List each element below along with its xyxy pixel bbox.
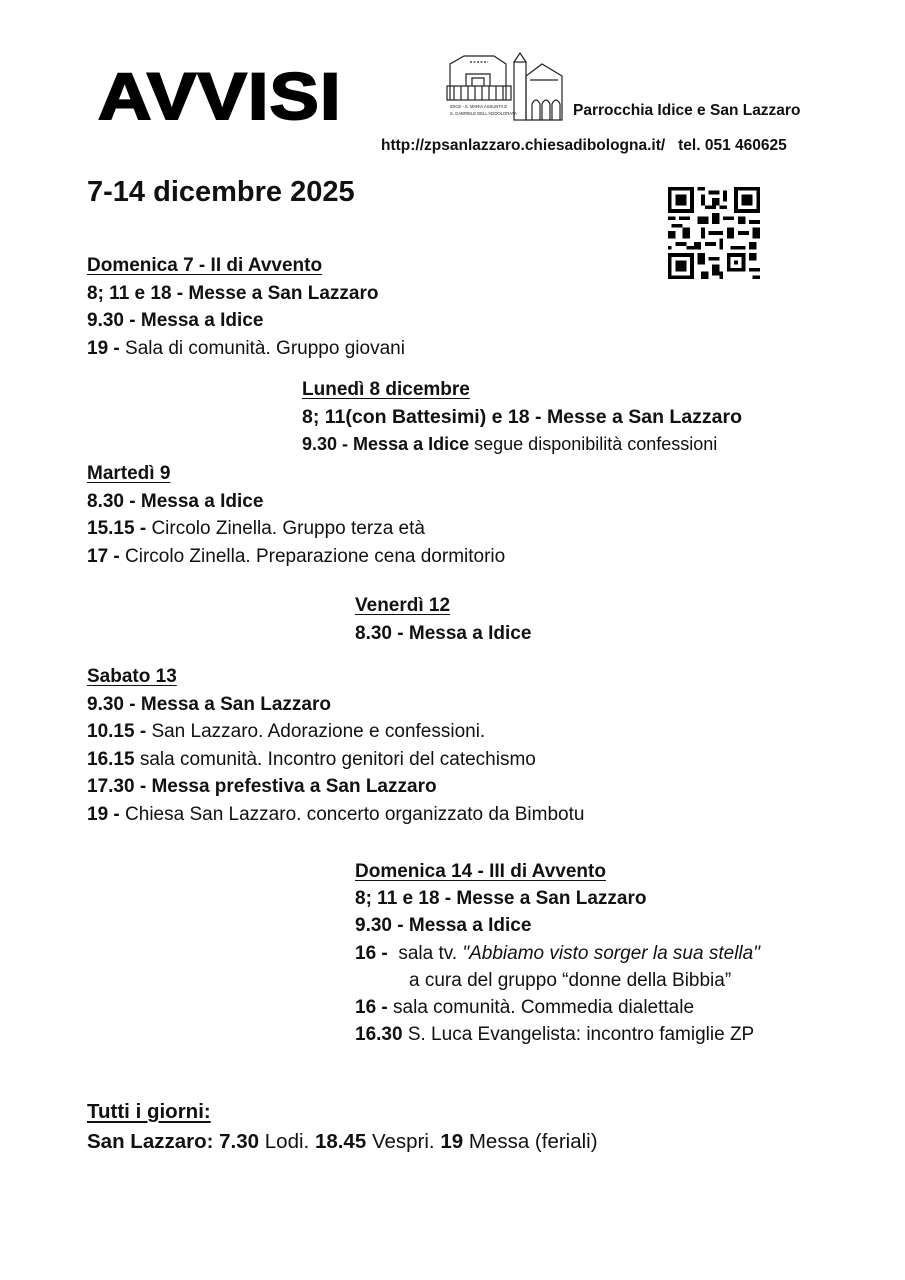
- schedule-item: 8.30 - Messa a Idice: [355, 622, 532, 644]
- schedule-item: 10.15 - San Lazzaro. Adorazione e confessioni.: [87, 721, 486, 742]
- page-title: AVVISI: [98, 59, 342, 133]
- parish-churches-logo: [444, 50, 572, 122]
- schedule-item: 16 - sala tv. "Abbiamo visto sorger la sua stella": [355, 942, 760, 964]
- schedule-item: 9.30 - Messa a San Lazzaro: [87, 693, 331, 715]
- schedule-item: 19 - Chiesa San Lazzaro. concerto organizzato da Bimbotu: [87, 803, 585, 825]
- day-heading: Martedì 9: [87, 463, 171, 484]
- day-heading: Sabato 13: [87, 666, 177, 687]
- parish-name: Parrocchia Idice e San Lazzaro: [573, 102, 801, 119]
- daily-heading: Tutti i giorni:: [87, 1100, 211, 1123]
- schedule-item: 9.30 - Messa a Idice segue disponibilità confessioni: [302, 434, 718, 454]
- schedule-item: 8; 11(con Battesimi) e 18 - Messe a San Lazzaro: [302, 405, 743, 428]
- schedule-item: 9.30 - Messa a Idice: [87, 310, 264, 331]
- schedule-item: 16 - sala comunità. Commedia dialettale: [355, 997, 695, 1019]
- day-section-venerdi-12: [355, 592, 531, 647]
- schedule-item: 19 - Sala di comunità. Gruppo giovani: [87, 337, 405, 359]
- date-range-heading: 7-14 dicembre 2025: [87, 176, 355, 208]
- day-section-sabato-13: [87, 663, 584, 828]
- contact-line: [381, 137, 787, 155]
- svg-text:S. GABRIELE DELL'ADDOLORATA: S. GABRIELE DELL'ADDOLORATA: [450, 111, 517, 116]
- website-link[interactable]: http://zpsanlazzaro.chiesadibologna.it/: [381, 137, 666, 154]
- daily-schedule: [87, 1097, 598, 1157]
- day-section-domenica-7: [87, 252, 405, 362]
- day-heading: Lunedì 8 dicembre: [302, 379, 470, 400]
- schedule-item-continuation: a cura del gruppo “donne della Bibbia”: [409, 969, 732, 991]
- schedule-item: 8; 11 e 18 - Messe a San Lazzaro: [87, 282, 379, 304]
- qr-code-icon[interactable]: [668, 187, 760, 279]
- schedule-item: 9.30 - Messa a Idice: [355, 915, 532, 937]
- day-heading: Venerdì 12: [355, 595, 451, 616]
- daily-item: San Lazzaro: 7.30 Lodi. 18.45 Vespri. 19 Messa (feriali): [87, 1130, 598, 1153]
- schedule-item: 15.15 - Circolo Zinella. Gruppo terza età: [87, 518, 425, 539]
- day-heading: Domenica 7 - II di Avvento: [87, 255, 323, 276]
- schedule-item: 8; 11 e 18 - Messe a San Lazzaro: [355, 888, 647, 910]
- day-section-lunedi-8: [302, 376, 742, 459]
- schedule-item: 16.30 S. Luca Evangelista: incontro famiglie ZP: [355, 1024, 755, 1046]
- svg-text:IDICE - S. MARIA ASSUNTA E: IDICE - S. MARIA ASSUNTA E: [450, 104, 508, 109]
- schedule-item: 16.15 sala comunità. Incontro genitori del catechismo: [87, 748, 536, 770]
- day-heading: Domenica 14 - III di Avvento: [355, 861, 606, 882]
- phone-number: tel. 051 460625: [678, 137, 787, 154]
- schedule-item: 8.30 - Messa a Idice: [87, 490, 264, 512]
- day-section-domenica-14: [355, 858, 760, 1048]
- day-section-martedi-9: [87, 460, 505, 570]
- schedule-item: 17.30 - Messa prefestiva a San Lazzaro: [87, 776, 437, 797]
- schedule-item: 17 - Circolo Zinella. Preparazione cena dormitorio: [87, 545, 506, 567]
